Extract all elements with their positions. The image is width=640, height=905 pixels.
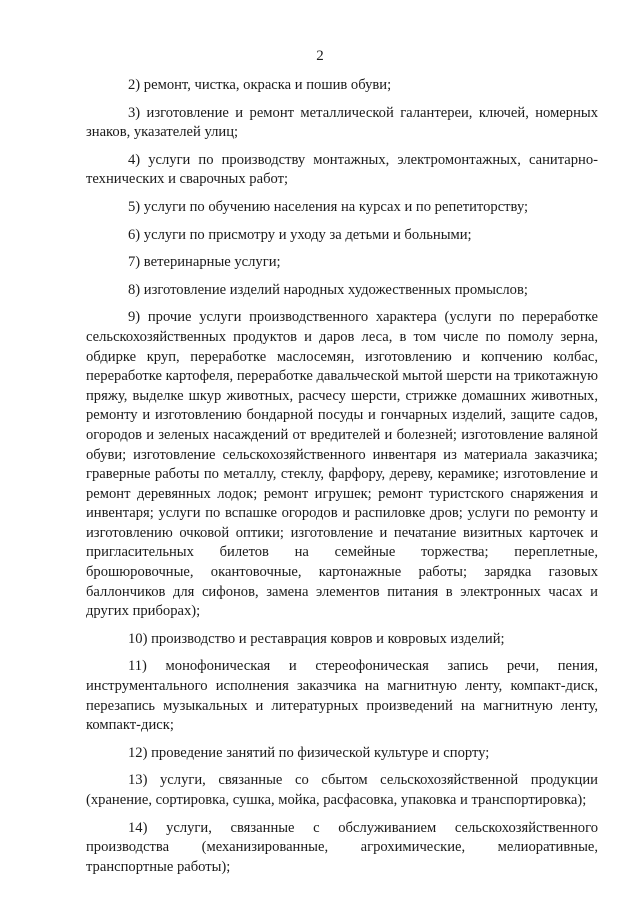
list-item: 13) услуги, связанные со сбытом сельскохозяйственной продукции (хранение, сортировка, сушка, мойка, расфасовка, упаковка и транспортировка); [86,772,598,808]
list-item: 10) производство и реставрация ковров и ковровых изделий; [128,630,505,647]
list-item: 2) ремонт, чистка, окраска и пошив обуви; [128,77,392,93]
list-item: 8) изготовление изделий народных художественных промыслов; [128,281,528,298]
list-item: 5) услуги по обучению населения на курсах и по репетиторству; [128,198,529,215]
list-body [86,76,598,885]
list-item: 9) прочие услуги производственного характера (услуги по переработке сельскохозяйственных продуктов и даров леса, в том числе по помолу зерна, обдирке круп, переработке маслосемян, изготовлению и копчению колбас, переработке картофеля, переработке давальческой мытой шерсти на трикотажную пряжу, выделке шкур животных, расчесу шерсти, стрижке домашних животных, ремонту и изготовлению бондарной посуды и гончарных изделий, защите садов, огородов и зеленых насаждений от вредителей и болезней; изготовление валяной обуви; изготовление сельскохозяйственного инвентаря из материала заказчика; граверные работы по металлу, стеклу, фарфору, дереву, керамике; изготовление и ремонт деревянных лодок; ремонт игрушек; ремонт туристского снаряжения и инвентаря; услуги по вспашке огородов и распиловке дров; услуги по ремонту и изготовлению очковой оптики; изготовление и печатание визитных карточек и пригласительных билетов на семейные торжества; переплетные, брошюровочные, окантовочные, картонажные работы; зарядка газовых баллончиков для сифонов, замена элементов питания в электронных часах и других приборах); [86,309,598,620]
list-item: 11) монофоническая и стереофоническая запись речи, пения, инструментального исполнения заказчика на магнитную ленту, компакт-диск, перезапись музыкальных и литературных произведений на магнитную ленту, компакт-диск; [86,658,598,734]
page-number: 2 [316,48,324,64]
list-item: 7) ветеринарные услуги; [128,254,281,271]
list-item: 6) услуги по присмотру и уходу за детьми и больными; [128,226,472,243]
list-item: 4) услуги по производству монтажных, электромонтажных, санитарно-технических и сварочных работ; [86,151,598,188]
list-item: 14) услуги, связанные с обслуживанием сельскохозяйственного производства (механизированные, агрохимические, мелиоративные, транспортные работы); [86,819,598,875]
list-item: 12) проведение занятий по физической культуре и спорту; [128,744,490,761]
list-item: 3) изготовление и ремонт металлической галантереи, ключей, номерных знаков, указателей улиц; [86,104,598,141]
